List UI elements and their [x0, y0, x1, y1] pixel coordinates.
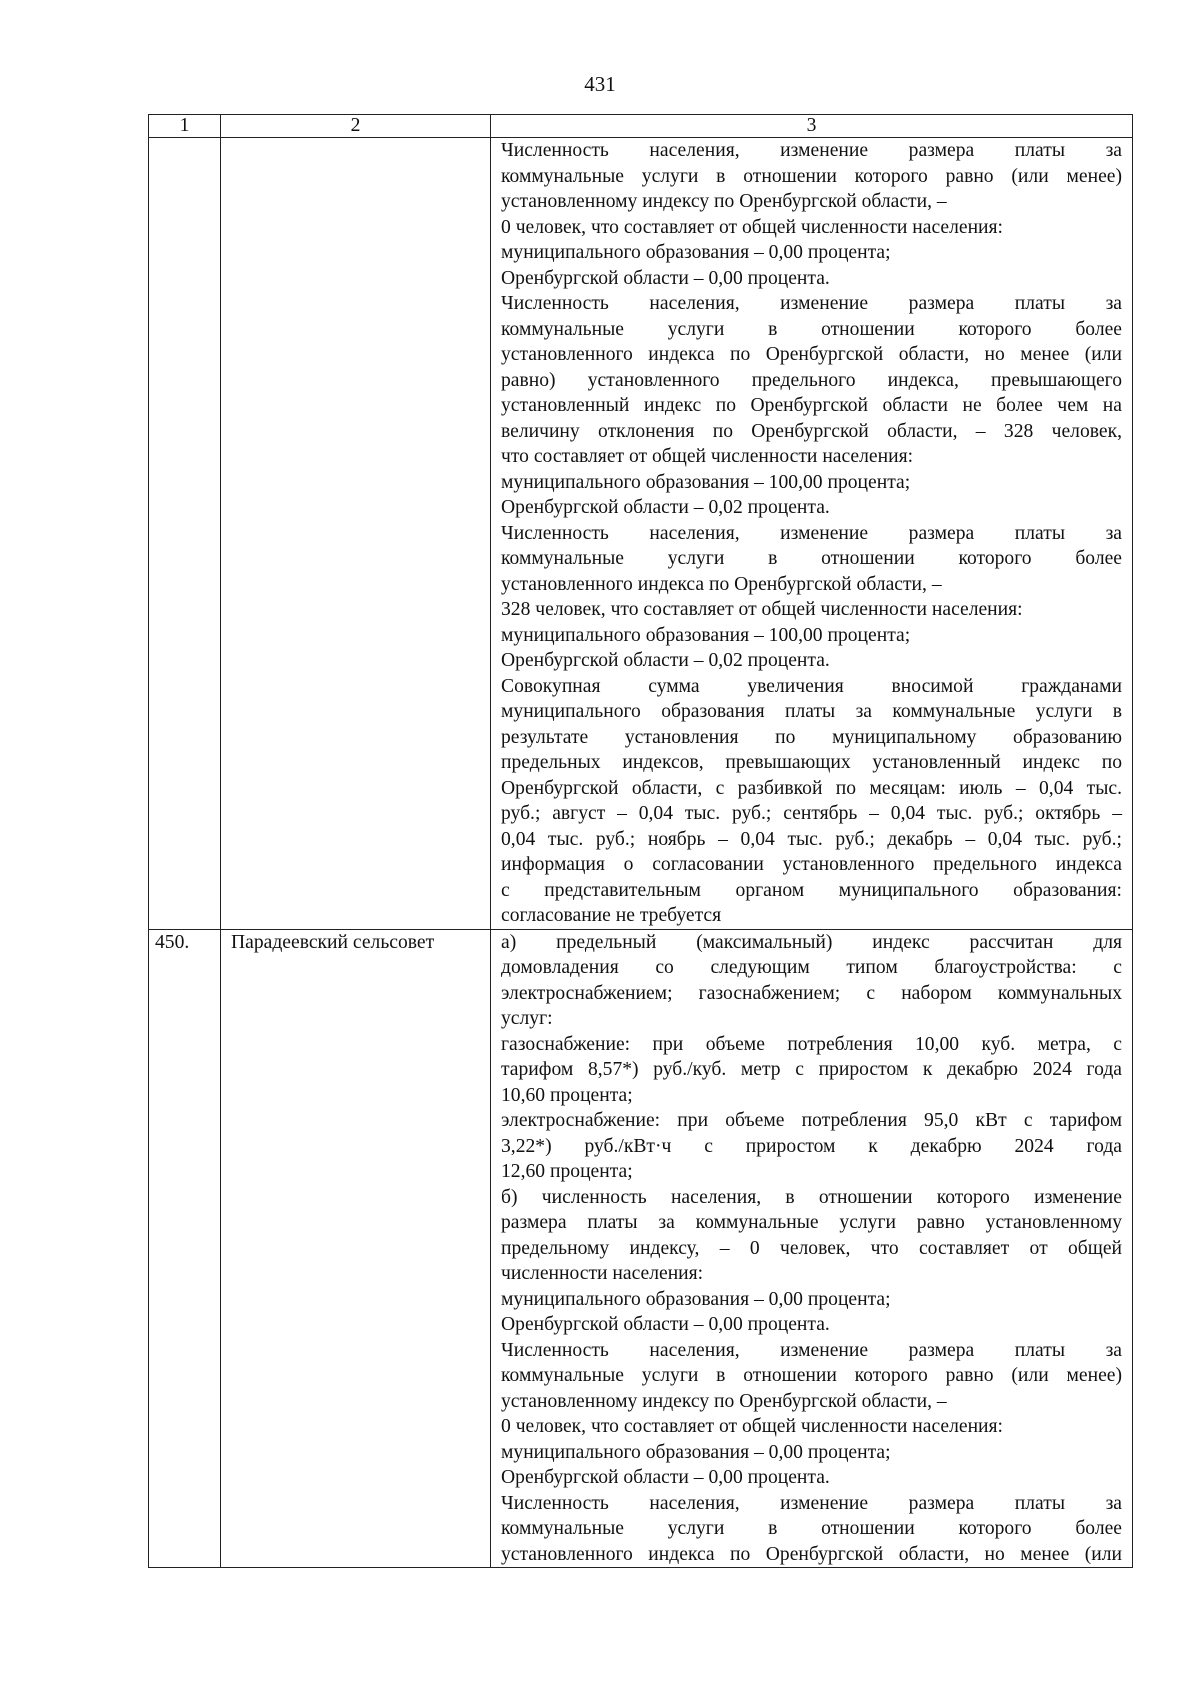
text-line: руб.; август – 0,04 тыс. руб.; сентябрь – 0,04 тыс. руб.; октябрь – — [501, 803, 1122, 824]
text-line: б) численность населения, в отношении которого изменение — [501, 1186, 1122, 1208]
text-line: 0 человек, что составляет от общей численности населения: — [501, 216, 1004, 238]
text-line: электроснабжение: при объеме потребления 95,0 кВт с тарифом — [501, 1110, 1122, 1131]
page-number: 431 — [584, 72, 616, 96]
table-row — [149, 929, 1133, 1568]
text-line: Численность населения, изменение размера платы за — [501, 293, 1122, 314]
text-line: коммунальные услуги в отношении которого равно (или менее) — [501, 1365, 1122, 1386]
text-line: установленного индекса по Оренбургской области, но менее (или — [501, 344, 1122, 365]
text-line: коммунальные услуги в отношении которого более — [501, 548, 1122, 569]
text-line: 0,04 тыс. руб.; ноябрь – 0,04 тыс. руб.; декабрь – 0,04 тыс. руб.; — [501, 828, 1122, 850]
text-line: домовладения со следующим типом благоустройства: с — [501, 957, 1122, 978]
text-line: Оренбургской области – 0,02 процента. — [501, 650, 830, 671]
text-line: установленному индексу по Оренбургской области, – — [501, 1390, 947, 1412]
text-line: Численность населения, изменение размера платы за — [501, 140, 1122, 161]
text-line: Численность населения, изменение размера платы за — [501, 522, 1122, 544]
text-line: Численность населения, изменение размера платы за — [501, 1492, 1122, 1514]
row-number-cell — [149, 138, 221, 930]
text-line: а) предельный (максимальный) индекс рассчитан для — [501, 931, 1122, 953]
text-line: коммунальные услуги в отношении которого более — [501, 1518, 1122, 1539]
text-line: что составляет от общей численности населения: — [501, 446, 914, 467]
text-line: предельных индексов, превышающих установленный индекс по — [501, 752, 1122, 773]
text-line: величину отклонения по Оренбургской области, – 328 человек, — [501, 420, 1122, 442]
text-line: Оренбургской области – 0,00 процента. — [501, 267, 830, 289]
text-line: 0 человек, что составляет от общей численности населения: — [501, 1416, 1004, 1437]
text-line: информация о согласовании установленного предельного индекса — [501, 854, 1122, 875]
text-line: коммунальные услуги в отношении которого более — [501, 318, 1122, 340]
text-line: муниципального образования – 100,00 процента; — [501, 471, 911, 493]
text-line: результате установления по муниципальному образованию — [501, 726, 1122, 748]
text-line: 10,60 процента; — [501, 1084, 633, 1106]
text-line: численности населения: — [501, 1263, 704, 1284]
text-line: установленного индекса по Оренбургской области, – — [501, 573, 942, 595]
column-header: 1 — [149, 115, 221, 138]
text-line: Оренбургской области – 0,00 процента. — [501, 1467, 830, 1488]
table-header-row — [149, 115, 1133, 138]
text-line: согласование не требуется — [501, 905, 722, 926]
text-line: коммунальные услуги в отношении которого равно (или менее) — [501, 165, 1122, 187]
text-line: Оренбургской области, с разбивкой по месяцам: июль – 0,04 тыс. — [501, 777, 1122, 799]
text-line: электроснабжением; газоснабжением; с набором коммунальных — [501, 982, 1122, 1004]
text-line: муниципального образования платы за коммунальные услуги в — [501, 701, 1122, 722]
text-line: муниципального образования – 0,00 процента; — [501, 242, 891, 263]
text-line: предельному индексу, – 0 человек, что составляет от общей — [501, 1237, 1122, 1259]
text-line: муниципального образования – 0,00 процента; — [501, 1441, 891, 1463]
data-table — [148, 114, 1133, 1568]
description-cell — [491, 138, 1133, 930]
text-line: Оренбургской области – 0,02 процента. — [501, 497, 830, 518]
text-line: тарифом 8,57*) руб./куб. метр с приростом к декабрю 2024 года — [501, 1059, 1122, 1080]
text-line: установленный индекс по Оренбургской области не более чем на — [501, 395, 1122, 416]
text-line: 12,60 процента; — [501, 1161, 633, 1182]
text-line: размера платы за коммунальные услуги равно установленному — [501, 1212, 1122, 1233]
description-cell — [491, 929, 1133, 1568]
column-header: 2 — [221, 115, 491, 138]
text-line: равно) установленного предельного индекса, превышающего — [501, 369, 1122, 391]
text-line: установленного индекса по Оренбургской области, но менее (или — [501, 1543, 1122, 1565]
text-line: Оренбургской области – 0,00 процента. — [501, 1314, 830, 1335]
column-header: 3 — [491, 115, 1133, 138]
text-line: установленному индексу по Оренбургской области, – — [501, 191, 947, 212]
text-line: Совокупная сумма увеличения вносимой гражданами — [501, 675, 1122, 697]
municipality-cell: Парадеевский сельсовет — [221, 929, 491, 1568]
text-line: с представительным органом муниципального образования: — [501, 879, 1122, 901]
text-line: услуг: — [501, 1008, 553, 1029]
municipality-cell — [221, 138, 491, 930]
table-row — [149, 138, 1133, 930]
text-line: Численность населения, изменение размера платы за — [501, 1339, 1122, 1361]
text-line: газоснабжение: при объеме потребления 10,00 куб. метра, с — [501, 1033, 1122, 1055]
text-line: 3,22*) руб./кВт·ч с приростом к декабрю 2024 года — [501, 1135, 1122, 1157]
text-line: муниципального образования – 0,00 процента; — [501, 1288, 891, 1310]
row-number-cell: 450. — [149, 929, 221, 1568]
text-line: муниципального образования – 100,00 процента; — [501, 624, 911, 646]
text-line: 328 человек, что составляет от общей численности населения: — [501, 599, 1023, 620]
